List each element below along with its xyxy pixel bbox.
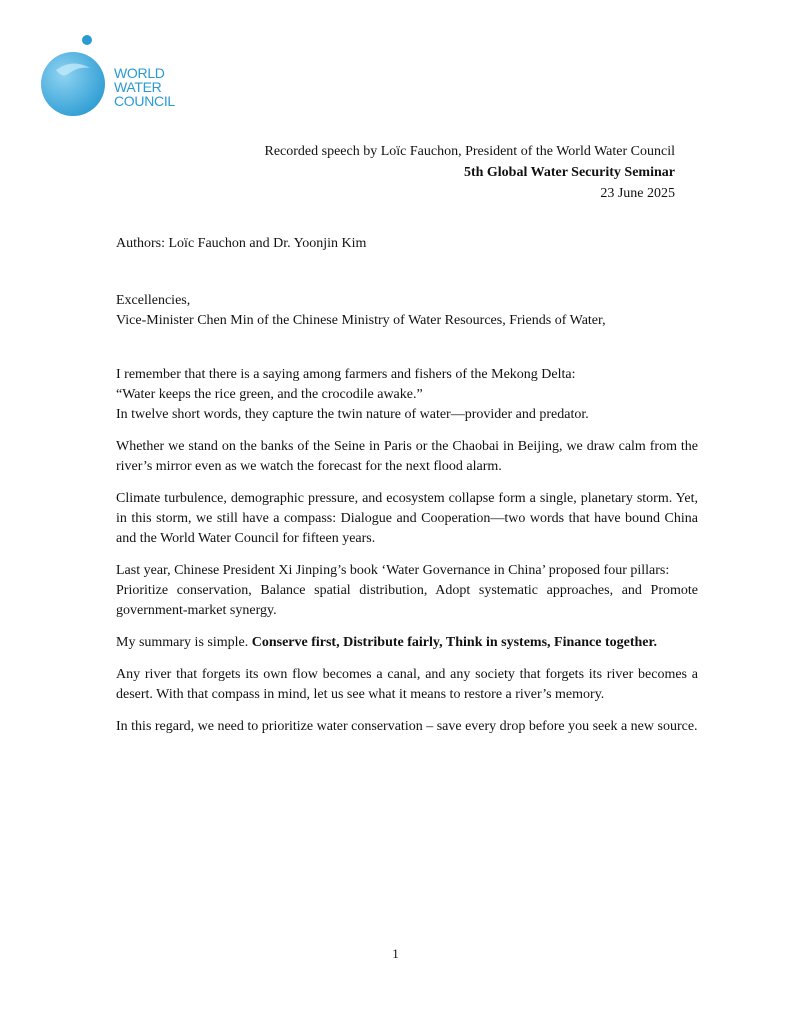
paragraph-6-bold: Conserve first, Distribute fairly, Think in systems, Finance together. (251, 635, 657, 650)
paragraph-4: Last year, Chinese President Xi Jinping’s book ‘Water Governance in China’ proposed four pillars: (116, 563, 670, 578)
paragraph-2: Whether we stand on the banks of the Seine in Paris or the Chaobai in Beijing, we draw calm from the river’s mirror even as we watch the forecast for the next flood alarm. (116, 439, 698, 474)
paragraph-1-line-3: In twelve short words, they capture the twin nature of water—provider and predator. (116, 407, 589, 422)
paragraph-3: Climate turbulence, demographic pressure, and ecosystem collapse form a single, planetary storm. Yet, in this storm, we still have a compass: Dialogue and Cooperation—two words that have bound China and the World Water Council for fifteen years. (116, 491, 698, 546)
salutation-line-2: Vice-Minister Chen Min of the Chinese Ministry of Water Resources, Friends of Water, (116, 313, 606, 328)
speech-title: Recorded speech by Loïc Fauchon, President of the World Water Council (264, 144, 675, 159)
world-water-council-logo (38, 32, 188, 118)
paragraph-1-line-2: “Water keeps the rice green, and the crocodile awake.” (116, 387, 423, 402)
paragraph-1-line-1: I remember that there is a saying among farmers and fishers of the Mekong Delta: (116, 367, 576, 382)
paragraph-5: Prioritize conservation, Balance spatial distribution, Adopt systematic approaches, and Promote government-market synergy. (116, 583, 698, 618)
logo-line-2: WATER (114, 79, 162, 95)
speech-body (116, 365, 698, 749)
logo-wordmark (114, 66, 194, 108)
event-date: 23 June 2025 (600, 186, 675, 201)
salutation-line-1: Excellencies, (116, 293, 191, 308)
salutation (116, 291, 698, 331)
paragraph-6-intro: My summary is simple. (116, 635, 252, 650)
document-header (264, 141, 675, 204)
paragraph-8: In this regard, we need to prioritize water conservation – save every drop before you seek a new source. (116, 719, 698, 734)
water-drop-icon (38, 32, 114, 118)
paragraph-7: Any river that forgets its own flow becomes a canal, and any society that forgets its river becomes a desert. With that compass in mind, let us see what it means to restore a river’s memory. (116, 667, 698, 702)
logo-line-3: COUNCIL (114, 93, 175, 109)
paragraph-6 (116, 633, 698, 653)
logo-line-1: WORLD (114, 65, 165, 81)
authors-text: Authors: Loïc Fauchon and Dr. Yoonjin Kim (116, 236, 367, 251)
event-name: 5th Global Water Security Seminar (463, 165, 675, 180)
page-number: 1 (392, 946, 399, 961)
authors-line (116, 234, 698, 254)
